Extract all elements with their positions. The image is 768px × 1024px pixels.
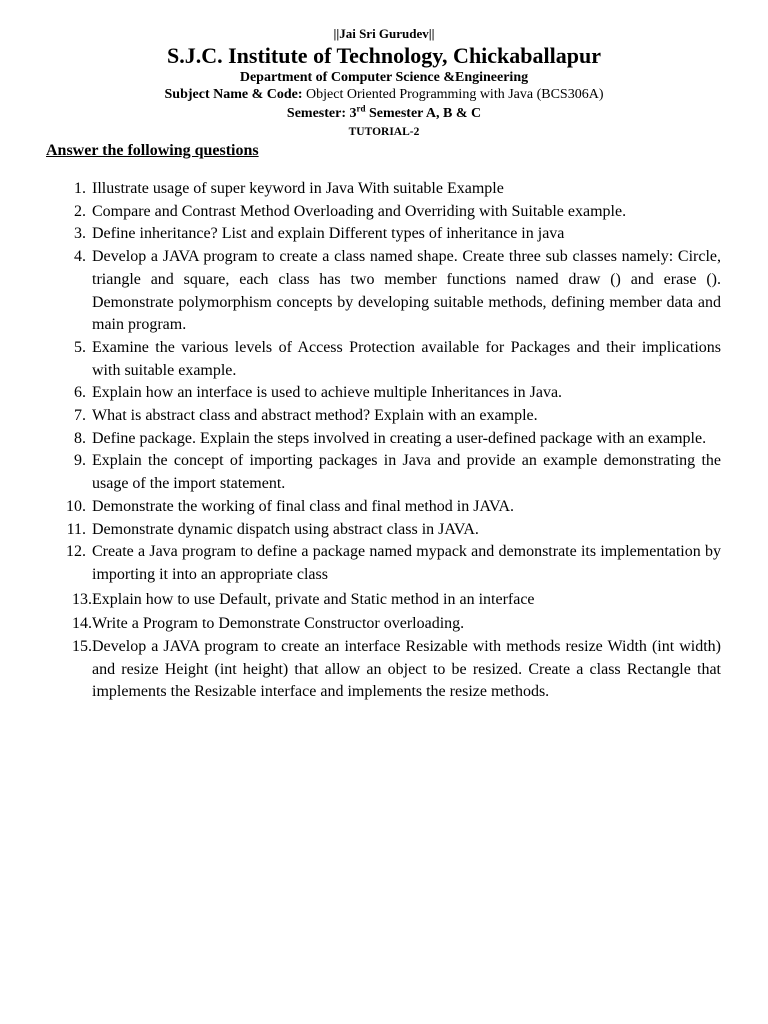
department-line: Department of Computer Science &Engineering — [239, 70, 529, 85]
question-text: Illustrate usage of super keyword in Java With suitable Example — [92, 180, 504, 197]
question-number: 11. — [66, 520, 86, 538]
question-number: 8. — [74, 429, 86, 447]
question-number: 6. — [74, 384, 86, 402]
semester-suffix: Semester A, B & C — [365, 106, 482, 121]
question-text: Compare and Contrast Method Overloading and Overriding with Suitable example. — [92, 202, 627, 220]
question-number: 9. — [74, 452, 86, 470]
question-text: Define package. Explain the steps involved in creating a user-defined package with an example. — [92, 429, 707, 447]
question-text: Demonstrate the working of final class and final method in JAVA. — [92, 497, 514, 515]
question-number: 2. — [74, 202, 86, 220]
question-text: Develop a JAVA program to create an interface Resizable with methods resize Width (int width) and resize Height (int height) that allow an object to be resized. Create a class Rectangle that implements the Resizable interface and implements the resize methods. — [92, 638, 721, 701]
question-text: Demonstrate dynamic dispatch using abstract class in JAVA. — [92, 520, 479, 538]
question-number: 14. — [72, 615, 92, 633]
question-number: 7. — [74, 407, 86, 425]
semester-prefix: Semester: 3 — [286, 106, 357, 121]
semester-line — [0, 105, 768, 123]
institute-title: S.J.C. Institute of Technology, Chickaballapur — [167, 43, 601, 68]
question-item — [56, 223, 721, 246]
question-number: 13. — [72, 590, 92, 608]
question-number: 10. — [66, 497, 86, 515]
question-item — [56, 496, 721, 519]
invocation-line: ||Jai Sri Gurudev|| — [333, 26, 435, 41]
question-item — [56, 450, 721, 495]
instruction-heading: Answer the following questions — [46, 142, 259, 159]
question-item — [56, 382, 721, 405]
question-item — [56, 405, 721, 428]
question-text: Explain how an interface is used to achieve multiple Inheritances in Java. — [92, 384, 563, 402]
question-item — [56, 428, 721, 451]
question-item — [56, 589, 721, 612]
question-list — [56, 178, 721, 704]
question-text: Explain how to use Default, private and Static method in an interface — [92, 590, 535, 608]
question-text: Create a Java program to define a package named mypack and demonstrate its implementation by importing it into an appropriate class — [92, 543, 721, 583]
question-item — [56, 201, 721, 224]
question-item — [56, 246, 721, 337]
question-text: Write a Program to Demonstrate Constructor overloading. — [92, 615, 465, 633]
question-number: 1. — [74, 180, 86, 197]
semester-sup: rd — [356, 103, 366, 114]
question-item — [56, 613, 721, 636]
question-item — [56, 519, 721, 542]
question-number: 12. — [66, 543, 86, 561]
tutorial-label: TUTORIAL-2 — [348, 126, 420, 138]
question-number: 15. — [72, 638, 92, 656]
question-item — [56, 337, 721, 382]
question-number: 4. — [74, 248, 86, 266]
question-text: Examine the various levels of Access Protection available for Packages and their implications with suitable example. — [92, 338, 721, 379]
question-item — [56, 178, 721, 201]
question-text: Explain the concept of importing packages in Java and provide an example demonstrating the usage of the import statement. — [92, 452, 721, 493]
question-item — [56, 541, 721, 586]
subject-label: Subject Name & Code: — [164, 87, 303, 102]
subject-value: Object Oriented Programming with Java (BCS306A) — [302, 87, 604, 102]
question-number: 3. — [74, 225, 86, 243]
question-item — [56, 636, 721, 704]
question-text: What is abstract class and abstract method? Explain with an example. — [92, 407, 538, 425]
question-number: 5. — [74, 338, 86, 356]
subject-line — [0, 86, 768, 103]
question-text: Develop a JAVA program to create a class named shape. Create three sub classes namely: Circle, triangle and square, each class has two member functions named draw () and erase (). Demonstrate polymorphism concepts by developing suitable methods, defining member data and main program. — [92, 248, 721, 334]
question-text: Define inheritance? List and explain Different types of inheritance in java — [92, 225, 565, 243]
